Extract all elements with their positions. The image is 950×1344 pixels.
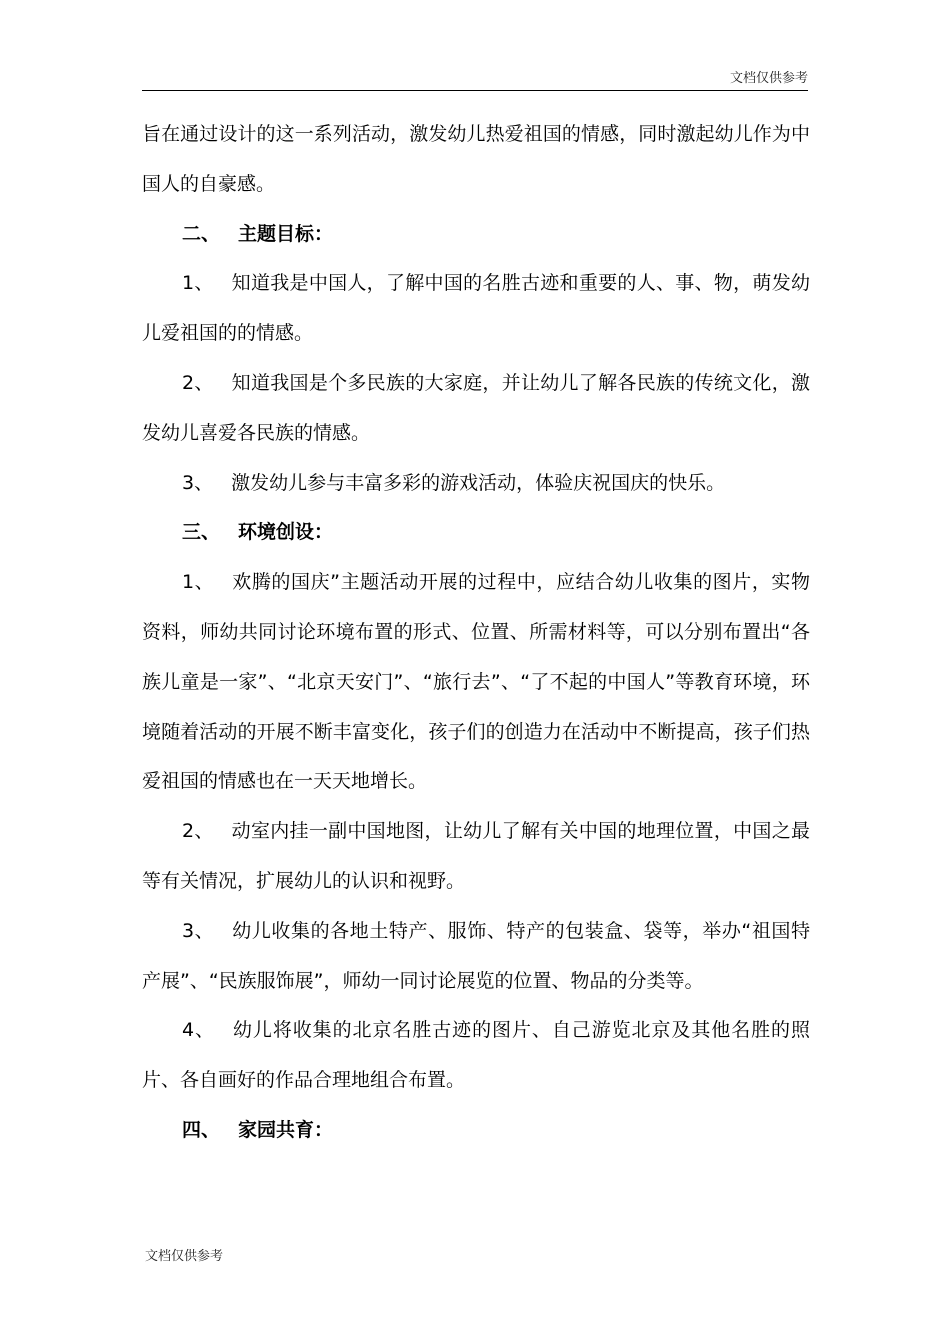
footer-text: 文档仅供参考	[145, 1249, 224, 1264]
item-number: 2、	[182, 371, 214, 394]
page-footer	[145, 1249, 223, 1265]
item-text: 欢腾的国庆”主题活动开展的过程中，应结合幼儿收集的图片，实物资料，师幼共同讨论环境布置的形式、位置、所需材料等，可以分别布置出“各族儿童是一家”、“北京天安门”、“旅行去”、“了不起的中国人”等教育环境，环境随着活动的开展不断丰富变化，孩子们的创造力在活动中不断提高，孩子们热爱祖国的情感也在一天天地增长。	[142, 571, 810, 793]
item-text: 动室内挂一副中国地图，让幼儿了解有关中国的地理位置，中国之最等有关情况，扩展幼儿的认识和视野。	[142, 820, 810, 892]
item-text: 知道我是中国人，了解中国的名胜古迹和重要的人、事、物，萌发幼儿爱祖国的的情感。	[142, 272, 810, 345]
section-title: 主题目标：	[238, 222, 334, 245]
environment-item-2	[142, 807, 810, 907]
section-number: 四、	[182, 1118, 221, 1141]
header-text: 文档仅供参考	[729, 71, 808, 86]
item-text: 激发幼儿参与丰富多彩的游戏活动，体验庆祝国庆的快乐。	[231, 471, 726, 494]
item-text: 知道我国是个多民族的大家庭，并让幼儿了解各民族的传统文化，激发幼儿喜爱各民族的情感。	[142, 371, 810, 444]
environment-item-4	[142, 1006, 810, 1106]
section-title: 家园共育：	[238, 1118, 334, 1141]
section-number: 二、	[182, 222, 221, 245]
environment-item-3	[142, 907, 810, 1007]
environment-item-1	[142, 558, 810, 807]
item-number: 1、	[182, 272, 214, 295]
item-number: 2、	[182, 820, 214, 843]
item-text: 幼儿将收集的北京名胜古迹的图片、自己游览北京及其他名胜的照片、各自画好的作品合理地组合布置。	[142, 1019, 810, 1092]
item-number: 3、	[182, 471, 214, 494]
item-text: 幼儿收集的各地土特产、服饰、特产的包装盒、袋等，举办“祖国特产展”、“民族服饰展”，师幼一同讨论展览的位置、物品的分类等。	[142, 919, 810, 992]
item-number: 1、	[182, 571, 215, 594]
document-body	[142, 110, 810, 1156]
paragraph-intro	[142, 110, 810, 210]
section-heading-environment	[142, 508, 810, 558]
section-title: 环境创设：	[238, 521, 334, 544]
item-number: 4、	[182, 1019, 215, 1042]
section-heading-goals	[142, 210, 810, 260]
item-number: 3、	[182, 919, 215, 942]
paragraph-text: 旨在通过设计的这一系列活动，激发幼儿热爱祖国的情感，同时激起幼儿作为中国人的自豪感。	[142, 123, 810, 195]
goal-item-3	[142, 459, 810, 509]
goal-item-2	[142, 359, 810, 459]
section-heading-home-school	[142, 1106, 810, 1156]
page-header	[142, 68, 808, 91]
goal-item-1	[142, 259, 810, 359]
section-number: 三、	[182, 521, 221, 544]
